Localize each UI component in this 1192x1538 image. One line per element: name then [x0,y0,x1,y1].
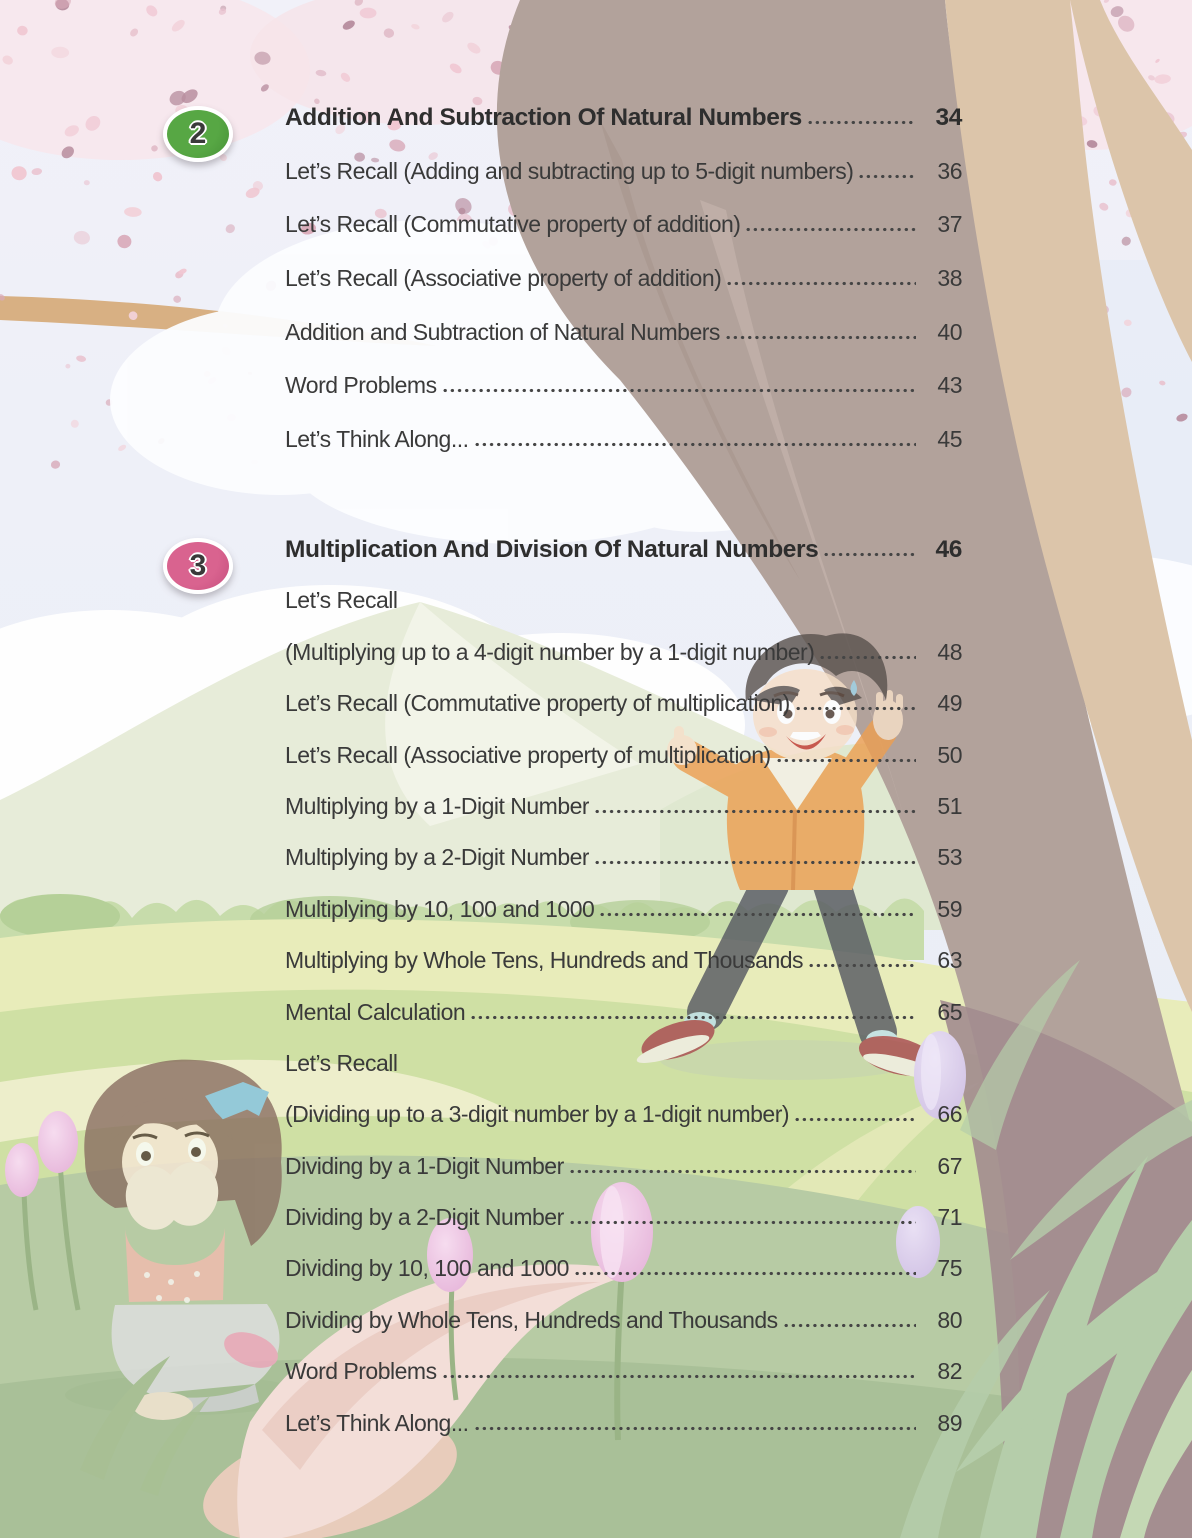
toc-page-number: 53 [937,844,962,871]
toc-page-number: 45 [937,426,962,453]
toc-entry-label: Let’s Recall (Associative property of addition) [285,265,722,292]
chapter-number-badge [163,106,233,162]
toc-entry-row [285,1307,962,1358]
dotted-leader [777,758,916,763]
toc-page-number: 48 [937,638,962,665]
dotted-leader [795,1117,916,1122]
dotted-leader [443,1374,916,1379]
dotted-leader [600,912,916,917]
dotted-leader [471,1015,916,1020]
toc-page-number: 82 [937,1358,962,1385]
toc-entry-label: Multiplying by 10, 100 and 1000 [285,895,595,922]
dotted-leader [570,1220,916,1225]
toc-page-number: 66 [937,1101,962,1128]
toc-entry-label: (Multiplying up to a 4-digit number by a 1-digit number) [285,638,815,665]
toc-entry-row [285,211,962,265]
dotted-leader [796,706,916,711]
toc-page-number: 34 [935,104,962,131]
dotted-leader [443,388,916,393]
dotted-leader [727,281,916,286]
toc-page-number: 40 [937,318,962,345]
toc-chapter-row [285,536,962,587]
toc-entry-row [285,844,962,895]
dotted-leader [726,335,916,340]
toc-entry-label: Let’s Think Along... [285,426,469,453]
dotted-leader [784,1323,916,1328]
dotted-leader [595,809,916,814]
toc-entry-row [285,1410,962,1461]
toc-entry-row [285,793,962,844]
toc-entry-label: Let’s Recall (Adding and subtracting up to 5-digit numbers) [285,157,854,184]
toc-entry-row [285,639,962,690]
dotted-leader [746,227,916,232]
dotted-leader [808,120,916,125]
chapter-number: 2 [189,117,207,150]
toc-page-number: 89 [937,1409,962,1436]
toc-chapter-row [285,104,962,158]
toc-entry-label: Multiplying by a 1-Digit Number [285,792,590,819]
toc-page-number: 75 [937,1255,962,1282]
toc-page-number: 36 [937,157,962,184]
toc-page-number: 51 [937,792,962,819]
toc-entry-row [285,947,962,998]
chapter-title: Addition And Subtraction Of Natural Numbers [285,104,802,131]
toc-entry-row [285,587,962,638]
chapter-section [189,536,962,1461]
dotted-leader [595,860,916,865]
toc-page-number: 37 [937,211,962,238]
toc-page-number: 80 [937,1306,962,1333]
toc-page-number: 59 [937,895,962,922]
toc-entry-row [285,372,962,426]
dotted-leader [575,1271,916,1276]
chapter-section [189,104,962,480]
dotted-leader [859,174,916,179]
toc-entry-label: Dividing by 10, 100 and 1000 [285,1255,569,1282]
toc-entry-row [285,1153,962,1204]
toc-entry-label: Word Problems [285,372,437,399]
toc-entry-row [285,1358,962,1409]
toc-page-number: 63 [937,947,962,974]
toc-entry-label: Let’s Recall [285,1049,398,1076]
toc-page-number: 67 [937,1152,962,1179]
toc-page-number: 38 [937,265,962,292]
dotted-leader [820,655,916,660]
toc-page-number: 71 [937,1204,962,1231]
toc-page-number: 43 [937,372,962,399]
toc-entry-row [285,1204,962,1255]
toc-page-number: 65 [937,998,962,1025]
toc-entry-row [285,690,962,741]
chapter-number-badge [163,538,233,594]
toc-entry-label: Let’s Recall (Commutative property of multiplication) [285,690,790,717]
dotted-leader [809,963,916,968]
toc-entry-row [285,426,962,480]
toc-entry-row [285,1255,962,1306]
toc-page-number: 49 [937,690,962,717]
toc-entry-row [285,158,962,212]
toc-page-number: 50 [937,741,962,768]
toc-entry-row [285,896,962,947]
toc-entry-label: Dividing by a 1-Digit Number [285,1152,564,1179]
toc-entry-row [285,742,962,793]
toc-entry-label: Let’s Think Along... [285,1409,469,1436]
dotted-leader [824,552,916,557]
toc-entry-label: Word Problems [285,1358,437,1385]
chapter-number: 3 [189,549,207,582]
toc-entry-label: Dividing by Whole Tens, Hundreds and Thousands [285,1306,778,1333]
toc-entry-label: Let’s Recall (Commutative property of addition) [285,211,741,238]
toc-entry-label: (Dividing up to a 3-digit number by a 1-digit number) [285,1101,790,1128]
dotted-leader [475,1426,916,1431]
toc-entry-label: Let’s Recall [285,587,398,614]
chapter-title: Multiplication And Division Of Natural Numbers [285,536,819,563]
toc-entry-row [285,999,962,1050]
toc-entry-label: Dividing by a 2-Digit Number [285,1204,564,1231]
toc-entry-row [285,265,962,319]
dotted-leader [475,442,916,447]
toc-entry-label: Let’s Recall (Associative property of multiplication) [285,741,771,768]
toc-entry-label: Addition and Subtraction of Natural Numbers [285,318,720,345]
toc-entry-label: Multiplying by Whole Tens, Hundreds and Thousands [285,947,804,974]
toc-entry-row [285,319,962,373]
toc-entry-label: Mental Calculation [285,998,466,1025]
dotted-leader [570,1169,916,1174]
toc-entry-row [285,1101,962,1152]
toc-page-number: 46 [935,536,962,563]
toc-entry-label: Multiplying by a 2-Digit Number [285,844,590,871]
toc-entry-row [285,1050,962,1101]
